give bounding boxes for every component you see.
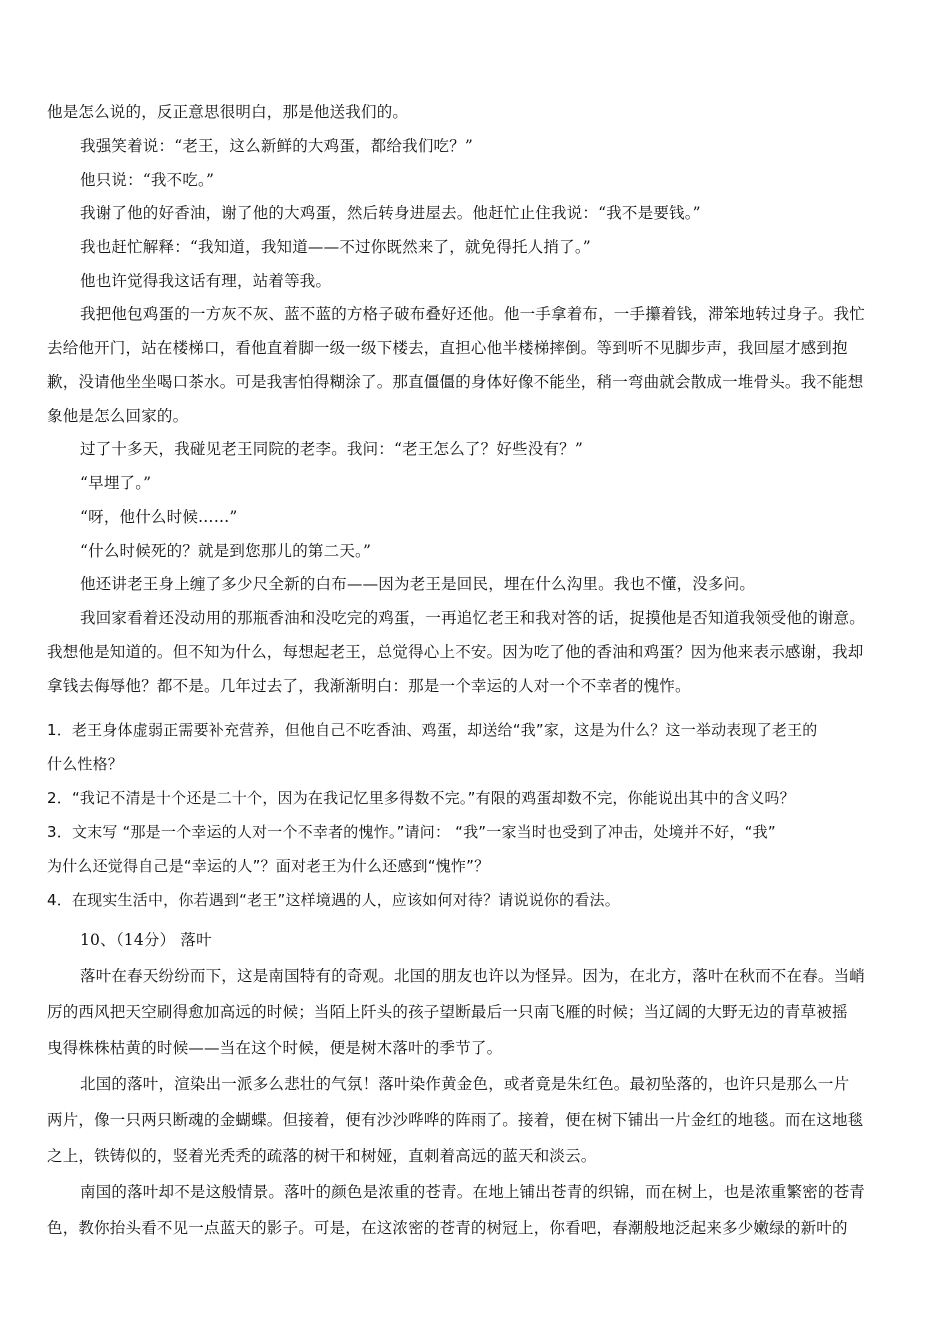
story-line: “呀，他什么时候……” (80, 508, 238, 526)
passage-line: 北国的落叶，渲染出一派多么悲壮的气氛！落叶染作黄金色，或者竟是朱红色。最初坠落的，也许只是那么一片 (80, 1075, 850, 1093)
story-line: 我也赶忙解释：“我知道，我知道——不过你既然来了，就免得托人捎了。” (80, 238, 591, 256)
question-line: 4．在现实生活中，你若遇到“老王”这样境遇的人，应该如何对待？请说说你的看法。 (47, 891, 620, 909)
story-line: 他是怎么说的，反正意思很明白，那是他送我们的。 (47, 103, 409, 121)
story-line: 歉，没请他坐坐喝口茶水。可是我害怕得糊涂了。那直僵僵的身体好像不能坐，稍一弯曲就会散成一堆骨头。我不能想 (47, 373, 864, 391)
story-line: 去给他开门，站在楼梯口，看他直着脚一级一级下楼去，直担心他半楼梯摔倒。等到听不见脚步声，我回屋才感到抱 (47, 339, 848, 357)
story-line: 我强笑着说：“老王，这么新鲜的大鸡蛋，都给我们吃？” (80, 137, 474, 155)
question-line: 什么性格？ (47, 755, 124, 773)
story-line: 我想他是知道的。但不知为什么，每想起老王，总觉得心上不安。因为吃了他的香油和鸡蛋？因为他来表示感谢，我却 (47, 643, 864, 661)
passage-line: 之上，铁铸似的，竖着光秃秃的疏落的树干和树娅，直刺着高远的蓝天和淡云。 (47, 1147, 597, 1165)
question-line: 3．文末写 “那是一个幸运的人对一个不幸者的愧怍。”请问： “我”一家当时也受到了冲击，处境并不好，“我” (47, 823, 776, 841)
story-line: 他也许觉得我这话有理，站着等我。 (80, 272, 332, 290)
story-line: “早埋了。” (80, 474, 152, 492)
section-heading: 10、（14分） 落叶 (80, 931, 212, 949)
story-line: 我把他包鸡蛋的一方灰不灰、蓝不蓝的方格子破布叠好还他。他一手拿着布，一手攥着钱，滞笨地转过身子。我忙 (80, 305, 866, 323)
story-line: 过了十多天，我碰见老王同院的老李。我问：“老王怎么了？好些没有？” (80, 440, 583, 458)
story-line: 他还讲老王身上缠了多少尺全新的白布——因为老王是回民，埋在什么沟里。我也不懂，没多问。 (80, 575, 756, 593)
question-line: 为什么还觉得自己是“幸运的人”？面对老王为什么还感到“愧怍”？ (47, 857, 490, 875)
passage-line: 厉的西风把天空刷得愈加高远的时候；当陌上阡头的孩子望断最后一只南飞雁的时候；当辽阔的大野无边的青草被摇 (47, 1003, 848, 1021)
story-line: 他只说：“我不吃。” (80, 171, 215, 189)
story-line: 我谢了他的好香油，谢了他的大鸡蛋，然后转身进屋去。他赶忙止住我说：“我不是要钱。” (80, 204, 701, 222)
passage-line: 南国的落叶却不是这般情景。落叶的颜色是浓重的苍青。在地上铺出苍青的织锦，而在树上，也是浓重繁密的苍青 (80, 1183, 866, 1201)
story-line: 象他是怎么回家的。 (47, 407, 189, 425)
story-line: 拿钱去侮辱他？都不是。几年过去了，我渐渐明白：那是一个幸运的人对一个不幸者的愧怍。 (47, 677, 691, 695)
passage-line: 两片，像一只两只断魂的金蝴蝶。但接着，便有沙沙哗哗的阵雨了。接着，便在树下铺出一片金红的地毯。而在这地毯 (47, 1111, 864, 1129)
passage-line: 色，教你抬头看不见一点蓝天的影子。可是，在这浓密的苍青的树冠上，你看吧，春潮般地泛起来多少嫩绿的新叶的 (47, 1219, 848, 1237)
story-line: “什么时候死的？就是到您那儿的第二天。” (80, 542, 372, 560)
question-line: 1．老王身体虚弱正需要补充营养，但他自己不吃香油、鸡蛋，却送给“我”家，这是为什么？这一举动表现了老王的 (47, 721, 818, 739)
passage-line: 曳得株株枯黄的时候——当在这个时候，便是树木落叶的季节了。 (47, 1039, 503, 1057)
passage-line: 落叶在春天纷纷而下，这是南国特有的奇观。北国的朋友也许以为怪异。因为，在北方，落叶在秋而不在春。当峭 (80, 967, 866, 985)
story-line: 我回家看着还没动用的那瓶香油和没吃完的鸡蛋，一再追忆老王和我对答的话，捉摸他是否知道我领受他的谢意。 (80, 609, 866, 627)
question-line: 2．“我记不清是十个还是二十个，因为在我记忆里多得数不完。”有限的鸡蛋却数不完，你能说出其中的含义吗？ (47, 789, 795, 807)
